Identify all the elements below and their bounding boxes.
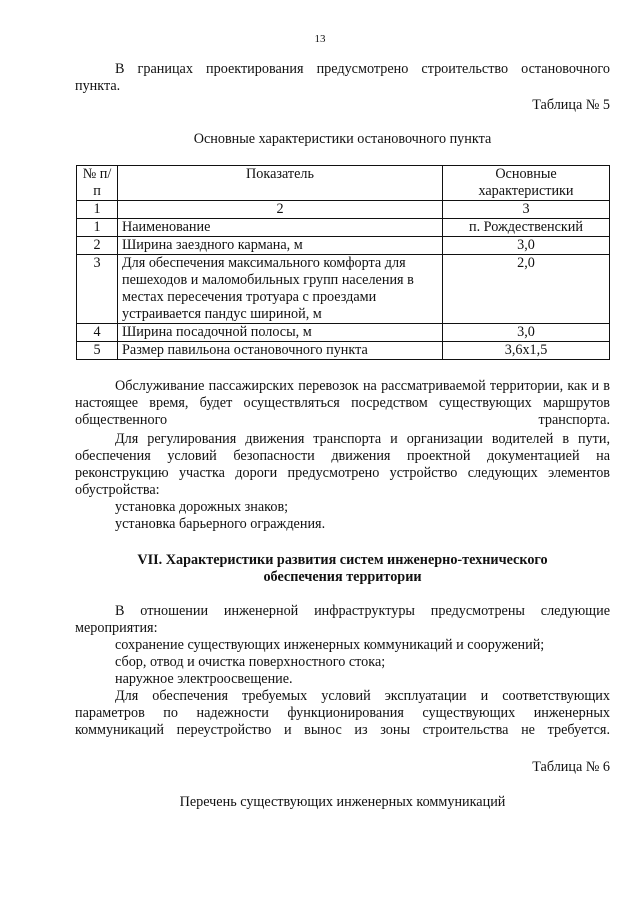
table-index-row: [77, 201, 610, 219]
paragraph-transport-service: Обслуживание пассажирских перевозок на рассматриваемой территории, как и в настоящее время, будет осуществляться посредством существующих маршрутов общественного транспорта.: [75, 378, 610, 428]
table5: [76, 165, 610, 360]
table-cell: Размер павильона остановочного пункта: [118, 342, 443, 360]
table-cell: Наименование: [118, 219, 443, 237]
table-cell: 3: [443, 201, 610, 219]
table-cell: 1: [77, 219, 118, 237]
table-cell: Для обеспечения максимального комфорта для пешеходов и маломобильных групп населения в местах пересечения тротуара с проездами устраивается пандус шириной, м: [118, 255, 443, 324]
page-number: 13: [314, 33, 326, 45]
header-number: № п/п: [77, 166, 118, 201]
intro-paragraph: В границах проектирования предусмотрено строительство остановочного пункта.: [75, 61, 610, 94]
section-heading-line2: обеспечения территории: [263, 569, 422, 585]
section-heading-line1: VII. Характеристики развития систем инженерно-технического: [137, 552, 548, 568]
table-cell: 2: [77, 237, 118, 255]
table6-title: Перечень существующих инженерных коммуникаций: [179, 794, 506, 810]
paragraph-traffic-regulation: Для регулирования движения транспорта и организации водителей в пути, обеспечения условий безопасности движения проектной документацией на реконструкцию участка дороги предусмотрено устройство следующих элементов обустройства:: [75, 431, 610, 498]
table-row: [77, 255, 610, 324]
table5-title: Основные характеристики остановочного пункта: [193, 131, 492, 147]
table-cell: 3,0: [443, 324, 610, 342]
table-cell: 1: [77, 201, 118, 219]
table-cell: 3: [77, 255, 118, 324]
header-indicator: Показатель: [118, 166, 443, 201]
list-item: сбор, отвод и очистка поверхностного стока;: [115, 654, 386, 670]
list-item: установка барьерного ограждения.: [115, 516, 326, 532]
table-cell: п. Рождественский: [443, 219, 610, 237]
table-cell: 3,6х1,5: [443, 342, 610, 360]
table5-caption: Таблица № 5: [532, 97, 610, 113]
paragraph-engineering-measures: В отношении инженерной инфраструктуры предусмотрены следующие мероприятия:: [75, 603, 610, 636]
table-row: [77, 342, 610, 360]
table-row: [77, 237, 610, 255]
list-item: установка дорожных знаков;: [115, 499, 289, 515]
list-item: сохранение существующих инженерных коммуникаций и сооружений;: [115, 637, 545, 653]
table-row: [77, 219, 610, 237]
table-cell: 3,0: [443, 237, 610, 255]
table-cell: Ширина посадочной полосы, м: [118, 324, 443, 342]
table-cell: Ширина заездного кармана, м: [118, 237, 443, 255]
table-header-row: [77, 166, 610, 201]
table6-caption: Таблица № 6: [532, 759, 610, 775]
table-cell: 2,0: [443, 255, 610, 324]
header-characteristics: Основные характеристики: [443, 166, 610, 201]
paragraph-relocation: Для обеспечения требуемых условий эксплуатации и соответствующих параметров по надежности функционирования существующих инженерных коммуникаций переустройство и вынос из зоны строительства не требуется.: [75, 688, 610, 738]
list-item: наружное электроосвещение.: [115, 671, 293, 687]
table-row: [77, 324, 610, 342]
table-cell: 2: [118, 201, 443, 219]
table-cell: 5: [77, 342, 118, 360]
table-cell: 4: [77, 324, 118, 342]
